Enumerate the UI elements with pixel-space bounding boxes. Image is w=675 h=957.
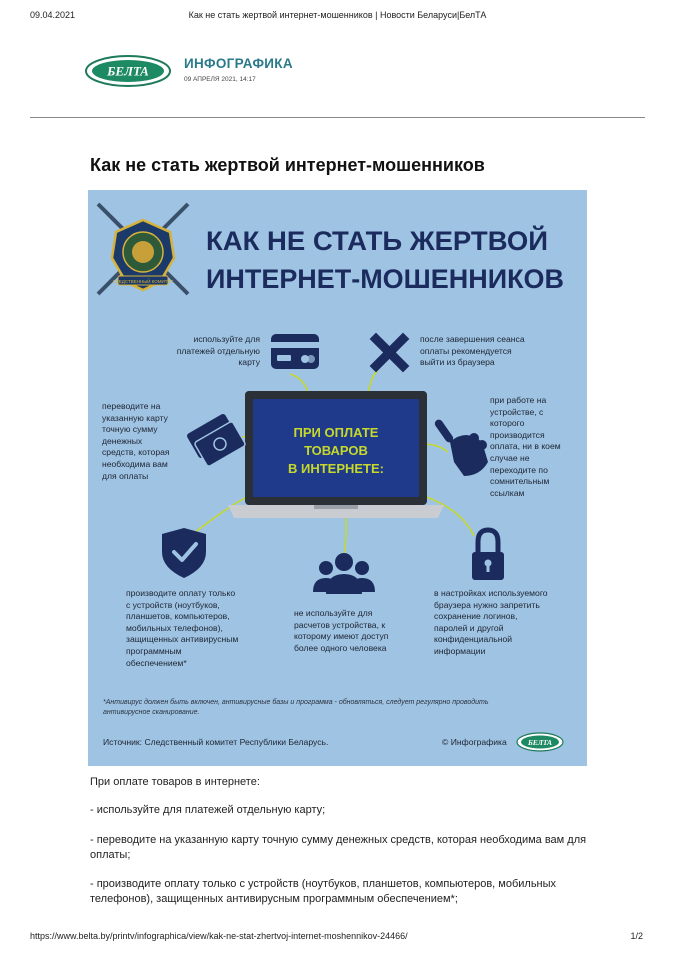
- print-header: [0, 10, 675, 24]
- tip-logout: после завершения сеанса оплаты рекомендуется выйти из браузера: [420, 334, 525, 368]
- article-title: Как не стать жертвой интернет-мошенников: [90, 155, 485, 175]
- lock-icon: [472, 530, 504, 580]
- investigative-committee-emblem: [98, 204, 188, 294]
- screen-line-2: ТОВАРОВ: [304, 443, 368, 458]
- credit-card-icon: [271, 334, 319, 369]
- print-date: 09.04.2021: [30, 10, 76, 20]
- screen-line-3: В ИНТЕРНЕТЕ:: [287, 461, 385, 476]
- header-divider: [30, 117, 645, 118]
- infographic-headline-1: КАК НЕ СТАТЬ ЖЕРТВОЙ: [206, 226, 542, 256]
- tip-shared-device: не используйте для расчетов устройства, к которому имеют доступ более одного человека: [294, 608, 389, 653]
- tip-devices: производите оплату только с устройств (ноутбуков, планшетов, компьютеров, мобильных телефонов), защищенных антивирусным программным обеспечением*: [126, 588, 239, 668]
- laptop-icon: [228, 391, 444, 518]
- site-header: [84, 50, 644, 95]
- tip-amount: переводите на указанную карту точную сумму денежных средств, которая необходима вам для оплаты: [102, 401, 170, 481]
- page-number: 1/2: [630, 931, 643, 941]
- infographic-copyright: © Инфографика: [442, 737, 507, 747]
- small-logo-text: БЕЛТА: [527, 738, 553, 747]
- infographic: [88, 190, 587, 766]
- body-paragraph-1: При оплате товаров в интернете:: [90, 776, 260, 788]
- users-icon: [313, 553, 375, 594]
- infographic-source: Источник: Следственный комитет Республики Беларусь.: [103, 737, 329, 747]
- shield-icon: [162, 528, 206, 578]
- body-paragraph-2: - используйте для платежей отдельную карту;: [90, 804, 326, 816]
- body-paragraph-4: - производите оплату только с устройств (ноутбуков, планшетов, компьютеров, мобильных телефонов), защищенных антивирусным программным обеспечением*;: [90, 878, 557, 905]
- print-footer: [0, 931, 675, 945]
- logo-text: БЕЛТА: [107, 63, 149, 79]
- page-url[interactable]: https://www.belta.by/printv/infographica/view/kak-ne-stat-zhertvoj-internet-moshennikov-24466/: [30, 931, 408, 941]
- tip-links: при работе на устройстве, с которого производится оплата, ни в коем случае не переходите по сомнительным ссылкам: [490, 395, 561, 498]
- tip-browser: в настройках используемого браузера нужно запретить сохранение логинов, паролей и другой конфиденциальной информации: [434, 588, 548, 656]
- belta-logo[interactable]: [84, 54, 172, 88]
- tip-card: используйте для платежей отдельную карту: [176, 334, 260, 368]
- print-page-title: Как не стать жертвой интернет-мошенников | Новости Беларуси|БелТА: [188, 10, 487, 20]
- emblem-text: СЛЕДСТВЕННЫЙ КОМИТЕТ: [112, 279, 174, 284]
- screen-line-1: ПРИ ОПЛАТЕ: [293, 425, 379, 440]
- section-name[interactable]: ИНФОГРАФИКА: [184, 56, 293, 71]
- infographic-headline-2: ИНТЕРНЕТ-МОШЕННИКОВ: [206, 264, 564, 294]
- infographic-footnote: *Антивирус должен быть включен, антивирусные базы и программа - обновляться, следует регулярно проводить антивирусное сканирование.: [103, 699, 489, 716]
- body-paragraph-3: - переводите на указанную карту точную сумму денежных средств, которая необходима вам для оплаты;: [90, 834, 587, 861]
- belta-small-logo: [516, 732, 564, 752]
- publish-date: 09 АПРЕЛЯ 2021, 14:17: [184, 76, 256, 83]
- close-icon: [376, 339, 403, 366]
